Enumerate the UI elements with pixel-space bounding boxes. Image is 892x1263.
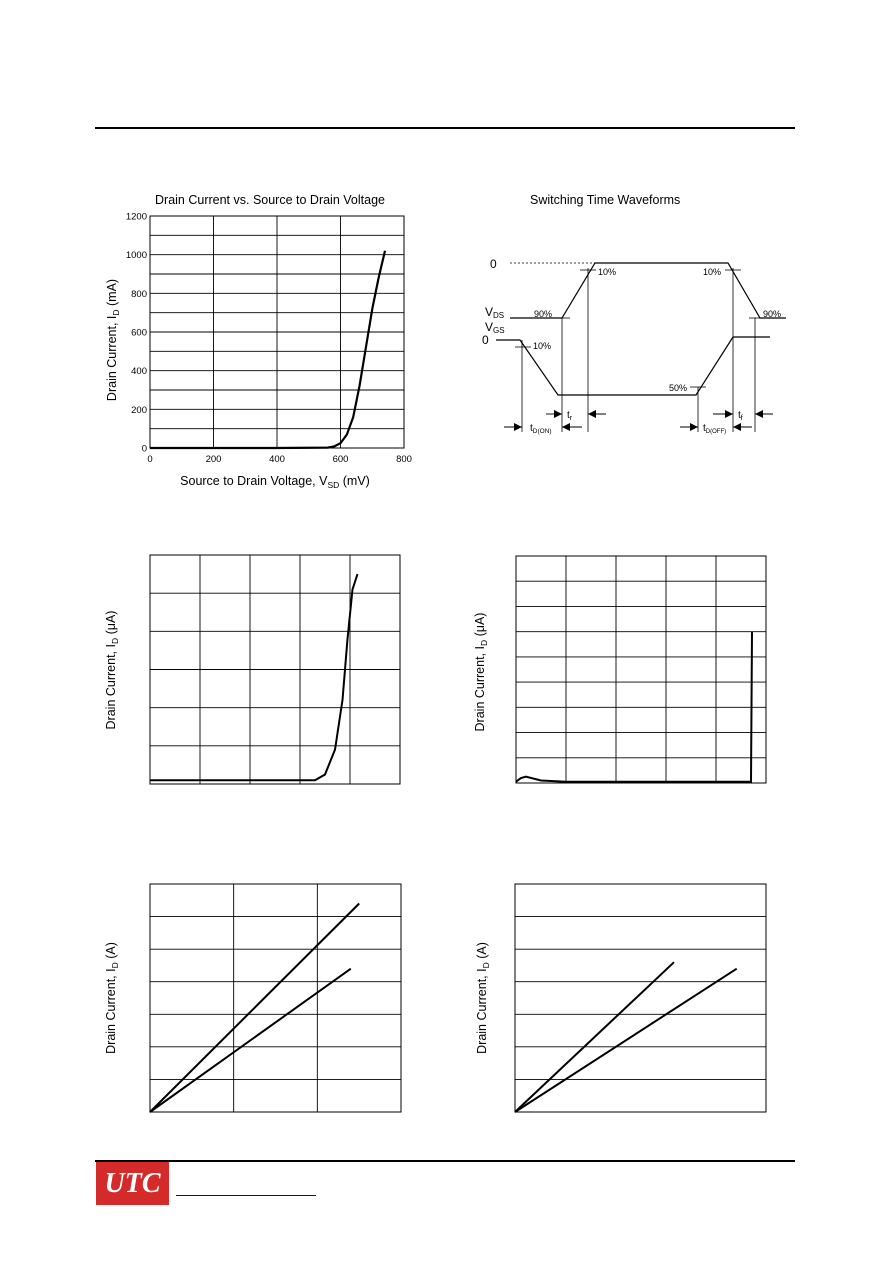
- header-rule: [95, 127, 795, 129]
- chart5-grid: [150, 884, 401, 1112]
- utc-logo: [96, 1162, 169, 1205]
- chart1-x-axis-label: Source to Drain Voltage, $V_{SD}$ (mV): [180, 474, 370, 490]
- arrowhead: [725, 410, 733, 418]
- chart5-frame: [150, 884, 401, 1112]
- zero-top-label: 0: [490, 257, 497, 271]
- chart1-x-ticks: [147, 454, 412, 465]
- chart6-y-axis-label: Drain Current, $I_D$ (A): [475, 942, 491, 1054]
- chart5-series-line-2: [150, 969, 351, 1112]
- chart1-y-tick-label: 1000: [125, 250, 147, 262]
- pct-10-fall: 10%: [703, 267, 722, 277]
- chart1-y-tick-label: 800: [131, 288, 147, 300]
- tdon-label: $t_{D(ON)}$: [530, 423, 552, 435]
- pct-90-fall: 90%: [763, 309, 782, 319]
- chart4-series-line: [516, 632, 752, 782]
- arrowhead: [562, 423, 570, 431]
- chart1-grid: [150, 216, 404, 448]
- chart5-series: [150, 904, 359, 1113]
- arrowhead: [588, 410, 596, 418]
- chart5-series-line-1: [150, 904, 359, 1113]
- chart1-x-tick-label: 800: [396, 454, 412, 465]
- vds-waveform: [510, 263, 786, 318]
- chart1-x-tick-label: 200: [205, 454, 222, 465]
- chart4-y-axis-label: Drain Current, $I_D$ (μA): [473, 612, 489, 732]
- chart6-frame: [515, 884, 766, 1112]
- arrowhead: [690, 423, 698, 431]
- chart6-grid: [515, 917, 766, 1080]
- chart1-x-tick-label: 0: [147, 454, 153, 465]
- footer-link[interactable]: [176, 1195, 316, 1196]
- chart1-y-tick-label: 600: [131, 327, 147, 339]
- pct-10-rise: 10%: [598, 267, 617, 277]
- tdoff-label: $t_{D(OFF)}$: [703, 423, 727, 435]
- tf-label: $t_f$: [738, 410, 743, 422]
- pct-90-rise: 90%: [534, 309, 553, 319]
- chart6-series-line-1: [515, 962, 674, 1112]
- chart1-y-tick-label: 200: [131, 404, 147, 416]
- tr-label: $t_r$: [567, 410, 573, 422]
- chart1-frame: [150, 216, 404, 448]
- arrowhead: [755, 410, 763, 418]
- arrowhead: [554, 410, 562, 418]
- chart3-y-axis-label: Drain Current, $I_D$ (μA): [104, 610, 120, 730]
- chart1-x-tick-label: 600: [332, 454, 349, 465]
- chart1-y-ticks: [126, 212, 147, 455]
- vgs-label: VGS: [485, 320, 505, 335]
- zero-bottom-label: 0: [482, 333, 489, 347]
- chart1-y-tick-label: 1200: [125, 211, 147, 223]
- chart1-y-tick-label: 400: [131, 366, 147, 378]
- vgs-waveform: [496, 337, 770, 395]
- chart1-y-axis-label: Drain Current, $I_D$ (mA): [105, 278, 121, 402]
- utc-logo-text: UTC: [104, 1167, 161, 1199]
- chart6-series: [515, 962, 737, 1112]
- chart4-grid: [516, 556, 766, 783]
- chart6-series-line-2: [515, 969, 737, 1112]
- arrowhead: [733, 423, 741, 431]
- arrowhead: [514, 423, 522, 431]
- footer-rule: [95, 1160, 795, 1162]
- chart3-frame: [150, 555, 400, 784]
- pct-10-gate: 10%: [533, 341, 552, 351]
- chart1-title: Drain Current vs. Source to Drain Voltage: [155, 193, 385, 207]
- chart1-y-tick-label: 0: [141, 443, 147, 455]
- chart3-series-line: [150, 574, 358, 780]
- chart3-grid: [150, 555, 400, 784]
- chart2-title: Switching Time Waveforms: [530, 193, 681, 207]
- pct-50-gate: 50%: [669, 383, 688, 393]
- chart1-series-line: [150, 251, 385, 448]
- chart1-x-tick-label: 400: [269, 454, 285, 465]
- chart5-y-axis-label: Drain Current, $I_D$ (A): [104, 942, 120, 1054]
- chart4-frame: [516, 556, 766, 783]
- vds-label: VDS: [485, 305, 505, 320]
